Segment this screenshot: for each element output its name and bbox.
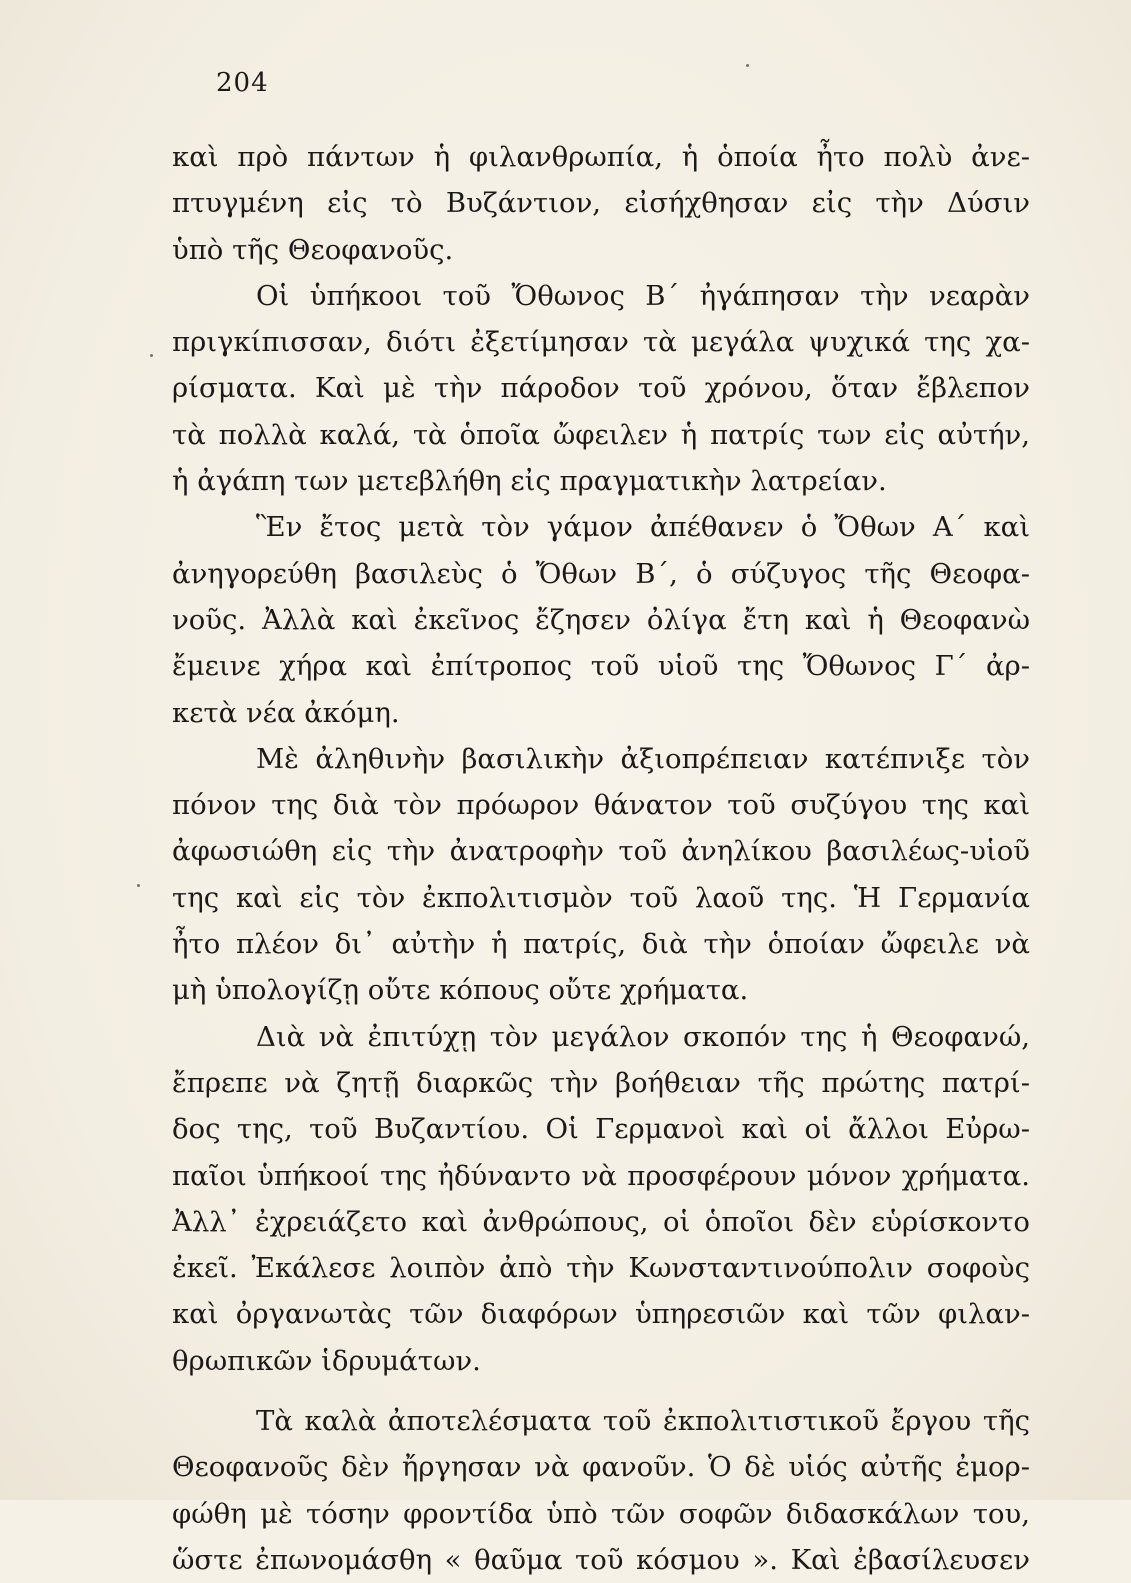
print-speck xyxy=(137,884,140,887)
text-line: πτυγμένη εἰς τὸ Βυζάντιον, εἰσήχθησαν εἰς τὴν Δύσιν xyxy=(172,187,1030,220)
text-line: Ἀλλ᾽ ἐχρειάζετο καὶ ἀνθρώπους, οἱ ὁποῖοι δὲν εὑρίσκοντο xyxy=(172,1205,1030,1238)
text-line: φώθη μὲ τόσην φροντίδα ὑπὸ τῶν σοφῶν διδασκάλων του, xyxy=(172,1497,1030,1530)
text-line: θρωπικῶν ἱδρυμάτων. xyxy=(172,1344,481,1377)
text-line: ὥστε ἐπωνομάσθη « θαῦμα τοῦ κόσμου ». Καὶ ἐβασίλευσεν xyxy=(172,1543,1030,1576)
text-line: ρίσματα. Καὶ μὲ τὴν πάροδον τοῦ χρόνου, ὅταν ἔβλεπον xyxy=(172,372,1030,405)
paragraph xyxy=(172,134,1030,273)
print-speck xyxy=(746,64,749,67)
text-line: νοῦς. Ἀλλὰ καὶ ἐκεῖνος ἔζησεν ὀλίγα ἔτη καὶ ἡ Θεοφανὼ xyxy=(172,603,1030,636)
text-line: καὶ πρὸ πάντων ἡ φιλανθρωπία, ἡ ὁποία ἦτο πολὺ ἀνε- xyxy=(172,141,1030,173)
text-line: ἔμεινε χήρα καὶ ἐπίτροπος τοῦ υἱοῦ της Ὄθωνος Γ´ ἀρ- xyxy=(172,650,1030,683)
text-line: Μὲ ἀληθινὴν βασιλικὴν ἀξιοπρέπειαν κατέπνιξε τὸν xyxy=(256,742,1030,775)
text-line: πριγκίπισσαν, διότι ἐξετίμησαν τὰ μεγάλα ψυχικά της χα- xyxy=(172,326,1030,359)
text-line: Οἱ ὑπήκοοι τοῦ Ὄθωνος Β´ ἠγάπησαν τὴν νεαρὰν xyxy=(256,279,1030,312)
paragraph xyxy=(172,1398,1030,1583)
text-line: ἀνηγορεύθη βασιλεὺς ὁ Ὄθων Β´, ὁ σύζυγος τῆς Θεοφα- xyxy=(172,557,1030,590)
page-number: 204 xyxy=(216,68,269,98)
text-line: ἡ ἀγάπη των μετεβλήθη εἰς πραγματικὴν λατρείαν. xyxy=(172,465,887,498)
print-speck xyxy=(150,354,153,357)
paragraph xyxy=(172,736,1030,1014)
body-text xyxy=(172,134,1030,1583)
text-line: ἦτο πλέον δι᾽ αὐτὴν ἡ πατρίς, διὰ τὴν ὁποίαν ὤφειλε νὰ xyxy=(172,928,1030,961)
text-line: Διὰ νὰ ἐπιτύχῃ τὸν μεγάλον σκοπόν της ἡ Θεοφανώ, xyxy=(256,1020,1030,1053)
paragraph xyxy=(172,1014,1030,1384)
text-line: μὴ ὑπολογίζῃ οὔτε κόπους οὔτε χρήματα. xyxy=(172,974,749,1007)
text-line: ἀφωσιώθη εἰς τὴν ἀνατροφὴν τοῦ ἀνηλίκου βασιλέως-υἱοῦ xyxy=(172,835,1030,868)
text-line: δος της, τοῦ Βυζαντίου. Οἱ Γερμανοὶ καὶ οἱ ἄλλοι Εὐρω- xyxy=(172,1113,1030,1146)
text-line: καὶ ὀργανωτὰς τῶν διαφόρων ὑπηρεσιῶν καὶ τῶν φιλαν- xyxy=(172,1298,1030,1331)
text-line: ἐκεῖ. Ἐκάλεσε λοιπὸν ἀπὸ τὴν Κωνσταντινούπολιν σοφοὺς xyxy=(172,1252,1030,1285)
text-line: τὰ πολλὰ καλά, τὰ ὁποῖα ὤφειλεν ἡ πατρίς των εἰς αὐτήν, xyxy=(172,418,1030,451)
paragraph xyxy=(172,504,1030,735)
text-line: Ἓν ἔτος μετὰ τὸν γάμον ἀπέθανεν ὁ Ὄθων Α´ καὶ xyxy=(256,511,1030,544)
text-line: ὑπὸ τῆς Θεοφανοῦς. xyxy=(172,233,454,266)
text-line: πόνον της διὰ τὸν πρόωρον θάνατον τοῦ συζύγου της καὶ xyxy=(172,789,1030,822)
text-line: Τὰ καλὰ ἀποτελέσματα τοῦ ἐκπολιτιστικοῦ ἔργου τῆς xyxy=(256,1405,1030,1438)
paragraph xyxy=(172,273,1030,504)
text-line: Θεοφανοῦς δὲν ἤργησαν νὰ φανοῦν. Ὁ δὲ υἱός αὐτῆς ἐμορ- xyxy=(172,1451,1030,1484)
text-line: της καὶ εἰς τὸν ἐκπολιτισμὸν τοῦ λαοῦ της. Ἡ Γερμανία xyxy=(172,881,1030,914)
text-line: παῖοι ὑπήκοοί της ἠδύναντο νὰ προσφέρουν μόνον χρήματα. xyxy=(172,1159,1030,1192)
text-line: ἔπρεπε νὰ ζητῇ διαρκῶς τὴν βοήθειαν τῆς πρώτης πατρί- xyxy=(172,1066,1030,1099)
text-line: κετὰ νέα ἀκόμη. xyxy=(172,696,400,729)
